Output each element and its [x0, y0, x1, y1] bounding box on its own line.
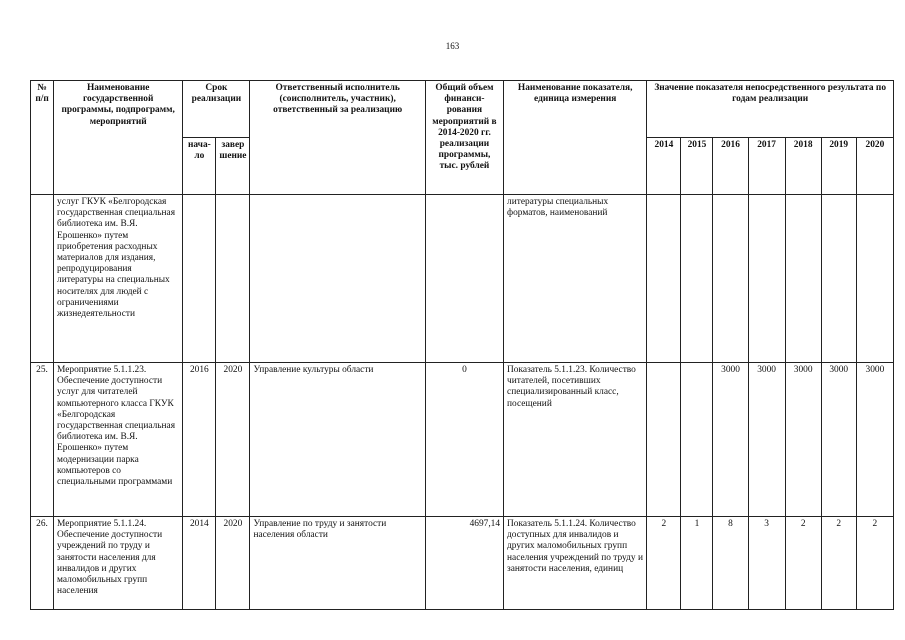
row-volume: 0 — [425, 363, 503, 517]
header-year: 2017 — [748, 138, 785, 195]
row-value: 1 — [681, 517, 713, 610]
row-executor: Управление по труду и занятости населения области — [250, 517, 425, 610]
header-year: 2016 — [713, 138, 748, 195]
row-value: 3000 — [856, 363, 893, 517]
row-name: Мероприятие 5.1.1.23. Обеспечение доступности услуг для читателей компьютерного класса ГКУК «Белгородская государственная специальная библиотека им. В.Я. Ерошенко» путем модернизации парка компьютеров со специальными программами — [54, 363, 183, 517]
row-num: 25. — [31, 363, 54, 517]
row-value: 2 — [647, 517, 681, 610]
row-value — [821, 195, 856, 363]
table-row — [31, 363, 894, 517]
row-value — [681, 195, 713, 363]
table-row — [31, 517, 894, 610]
row-value: 2 — [821, 517, 856, 610]
table-row — [31, 195, 894, 363]
row-value: 3000 — [748, 363, 785, 517]
header-name: Наименование государственной программы, подпрограмм, мероприятий — [54, 81, 183, 195]
row-num — [31, 195, 54, 363]
header-year: 2019 — [821, 138, 856, 195]
row-indicator: Показатель 5.1.1.23. Количество читателей, посетивших специализированный класс, посещений — [504, 363, 647, 517]
row-name: Мероприятие 5.1.1.24. Обеспечение доступности учреждений по труду и занятости населения для инвалидов и других маломобильных групп населения — [54, 517, 183, 610]
header-executor: Ответственный исполнитель (соисполнитель, участник), ответственный за реализацию — [250, 81, 425, 195]
header-values: Значение показателя непосредственного результата по годам реализации — [647, 81, 894, 138]
row-value: 2 — [785, 517, 821, 610]
header-row — [31, 81, 894, 138]
header-end: завер шение — [216, 138, 250, 195]
row-num: 26. — [31, 517, 54, 610]
header-year: 2014 — [647, 138, 681, 195]
row-value — [713, 195, 748, 363]
row-value: 2 — [856, 517, 893, 610]
header-year: 2020 — [856, 138, 893, 195]
page-number: 163 — [445, 41, 460, 51]
row-end: 2020 — [216, 363, 250, 517]
header-term: Срок реализации — [183, 81, 250, 138]
row-volume: 4697,14 — [425, 517, 503, 610]
program-table — [30, 80, 894, 610]
row-value: 3000 — [821, 363, 856, 517]
row-start: 2016 — [183, 363, 216, 517]
row-value — [785, 195, 821, 363]
header-indicator: Наименование показателя, единица измерения — [504, 81, 647, 195]
header-volume: Общий объем финанси-рования мероприятий в 2014-2020 гг. реализации программы, тыс. рублей — [425, 81, 503, 195]
row-start — [183, 195, 216, 363]
row-value — [856, 195, 893, 363]
row-indicator: литературы специальных форматов, наименований — [504, 195, 647, 363]
row-volume — [425, 195, 503, 363]
row-end: 2020 — [216, 517, 250, 610]
row-executor — [250, 195, 425, 363]
row-end — [216, 195, 250, 363]
row-name: услуг ГКУК «Белгородская государственная специальная библиотека им. В.Я. Ерошенко» путем приобретения расходных материалов для издания, репродуцирования литературы на специальных носителях для людей с ограничениями жизнедеятельности — [54, 195, 183, 363]
header-start: нача-ло — [183, 138, 216, 195]
row-value: 8 — [713, 517, 748, 610]
row-executor: Управление культуры области — [250, 363, 425, 517]
row-indicator: Показатель 5.1.1.24. Количество доступных для инвалидов и других маломобильных групп населения учреждений по труду и занятости населения, единиц — [504, 517, 647, 610]
row-start: 2014 — [183, 517, 216, 610]
row-value — [681, 363, 713, 517]
row-value — [748, 195, 785, 363]
row-value: 3 — [748, 517, 785, 610]
row-value: 3000 — [713, 363, 748, 517]
header-year: 2015 — [681, 138, 713, 195]
row-value: 3000 — [785, 363, 821, 517]
header-year: 2018 — [785, 138, 821, 195]
row-value — [647, 195, 681, 363]
header-num: № п/п — [31, 81, 54, 195]
row-value — [647, 363, 681, 517]
